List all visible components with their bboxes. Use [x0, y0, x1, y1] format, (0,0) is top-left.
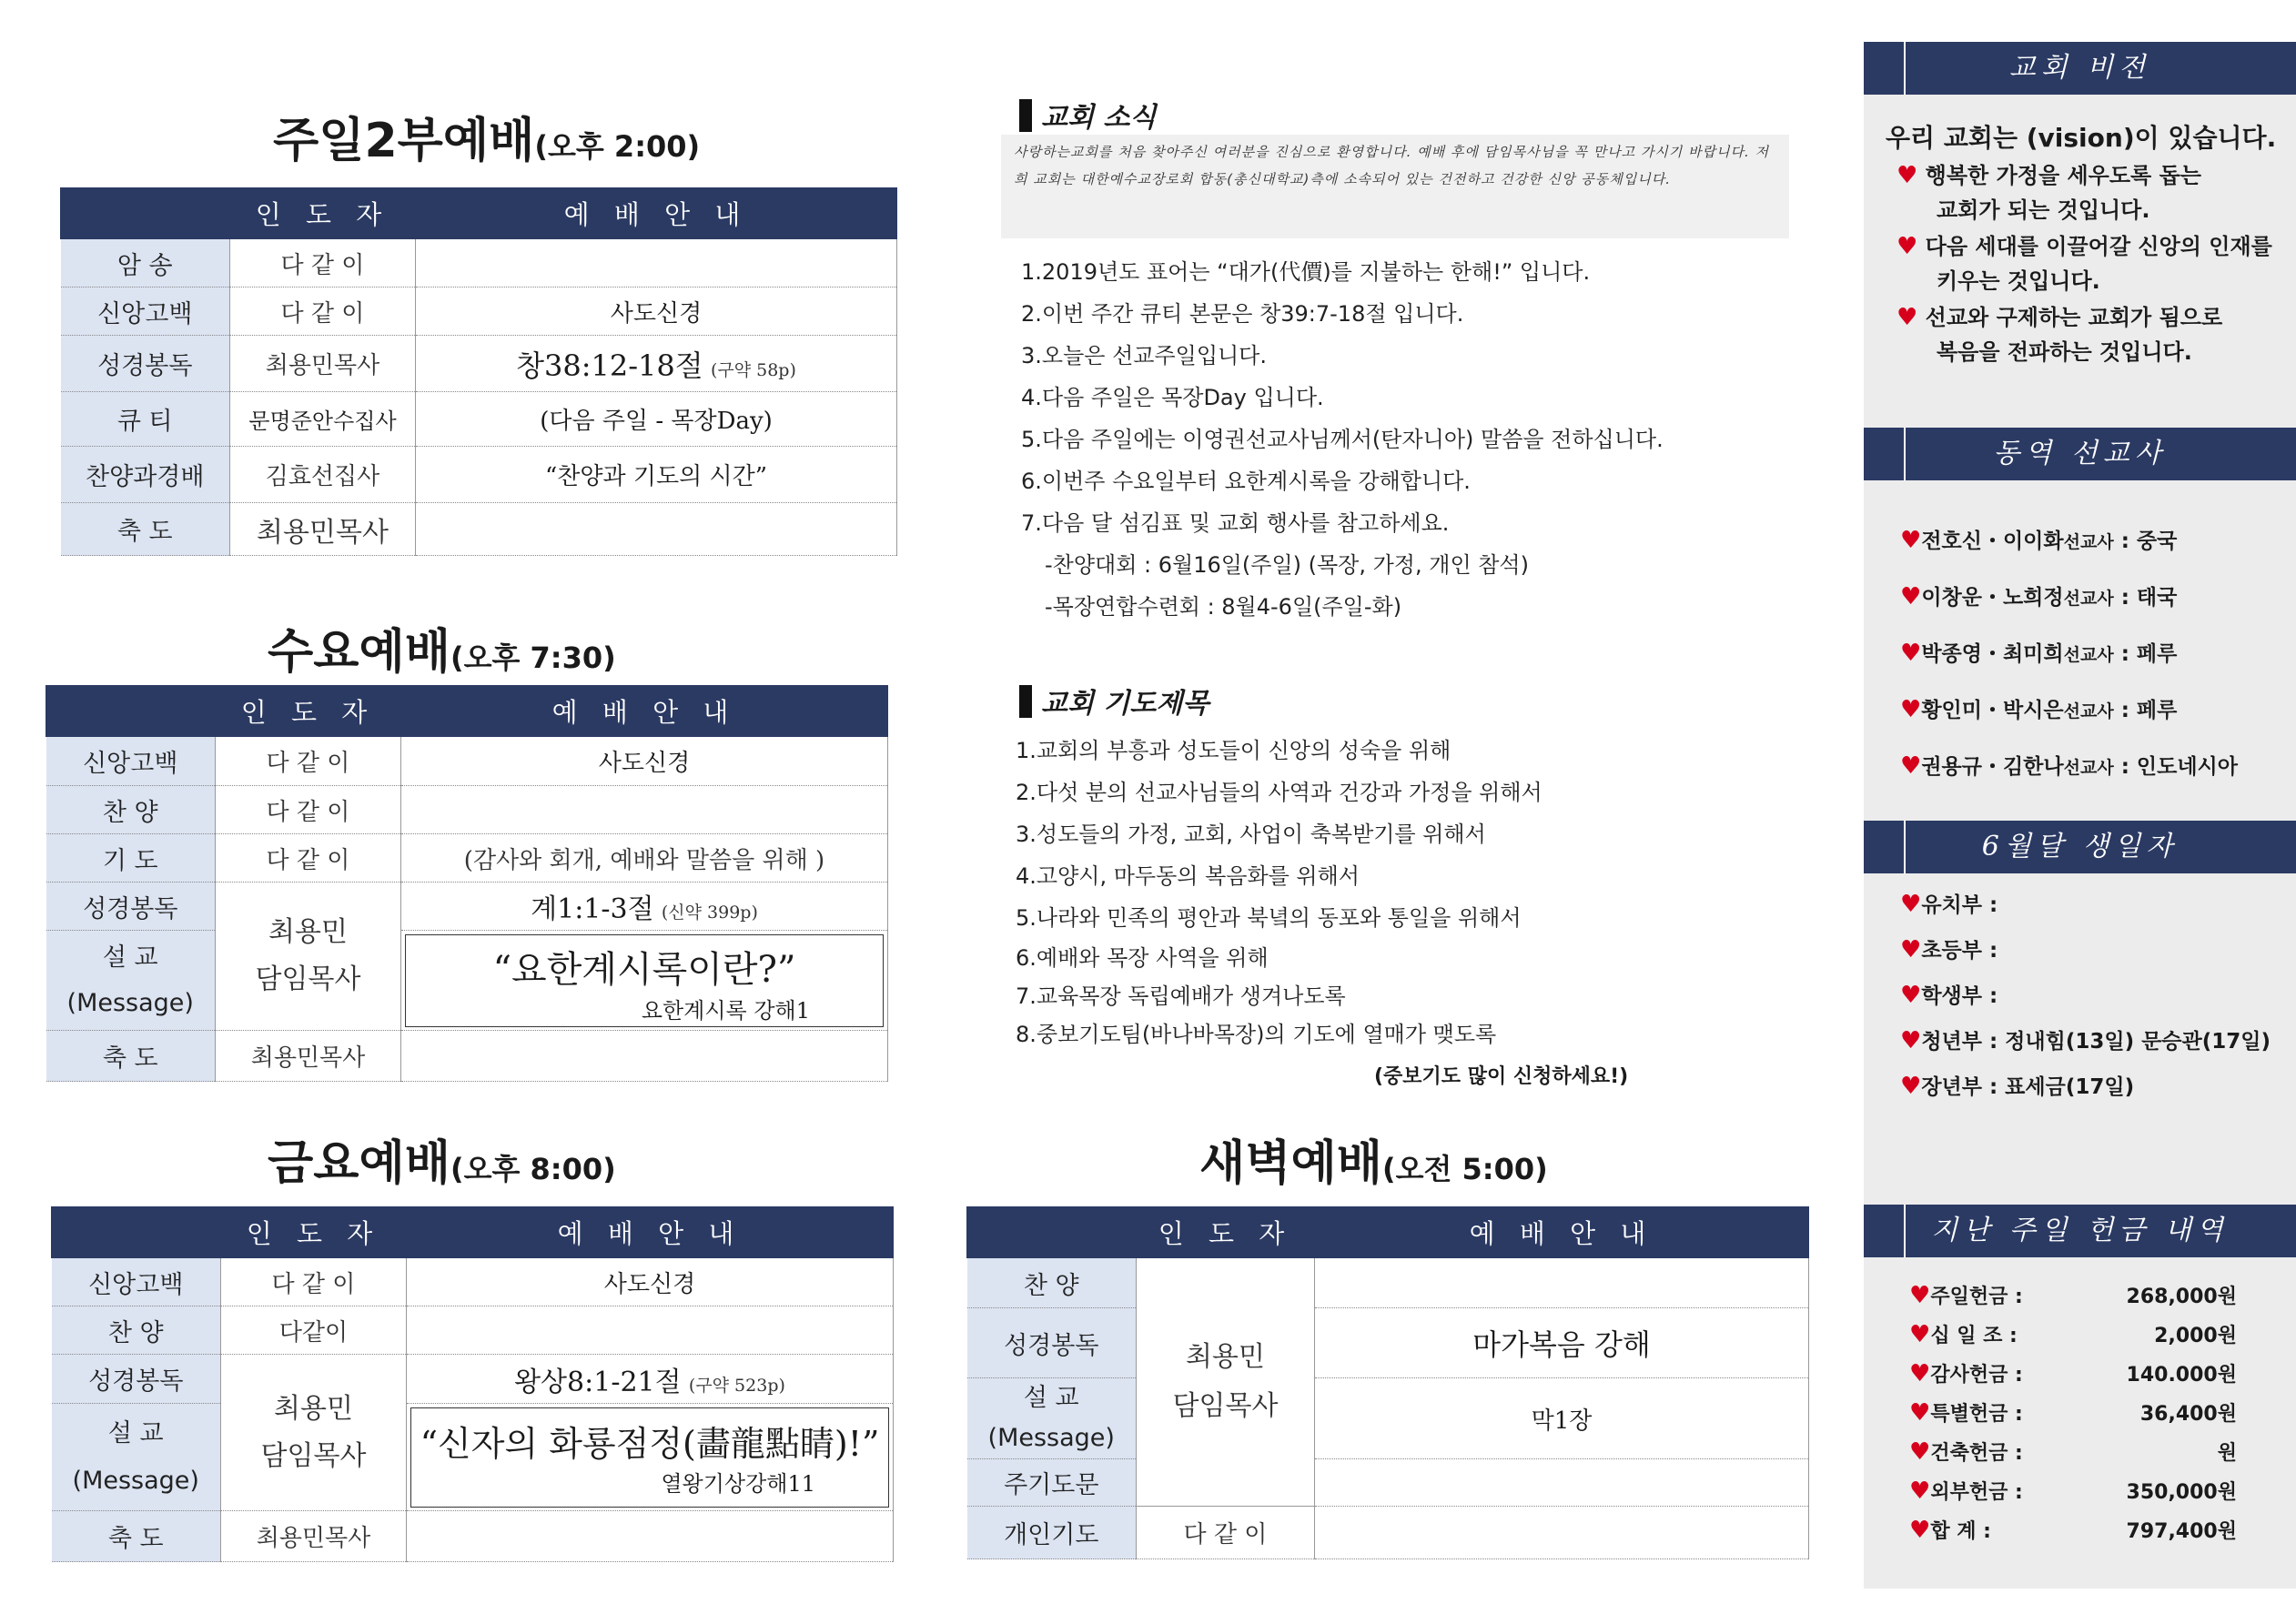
heart-icon: ♥ [1909, 1478, 1931, 1505]
leader-cell: 다 같 이 [221, 1258, 407, 1306]
offering-value: 797,400원 [2126, 1520, 2237, 1543]
offering-row [1909, 1477, 2237, 1505]
welcome-message: 사랑하는교회를 처음 찾아주신 여러분을 진심으로 환영합니다. 예배 후에 담임목사님을 꼭 만나고 가시기 바랍니다. 저희 교회는 대한예수교장로회 합동(총신대학교)측에 소속되어 있는 건전하고 건강한 신앙 공동체입니다. [1001, 135, 1789, 238]
leader-role: 담임목사 [255, 963, 361, 995]
heart-icon: ♥ [1909, 1517, 1931, 1544]
leader-cell: 다 같 이 [216, 834, 401, 883]
leader-cell [216, 883, 401, 1031]
offering-label: 특별헌금 : [1930, 1403, 2023, 1426]
table-header: 인 도 자 [1137, 1207, 1315, 1258]
missionary-country: 태국 [2136, 586, 2178, 610]
vision-text: 복음을 전파하는 것입니다. [1937, 339, 2192, 365]
offering-value: 268,000원 [2126, 1286, 2237, 1308]
offering-label: 외부헌금 : [1930, 1481, 2023, 1504]
missionary-names: 황인미・박시은 [1921, 699, 2064, 722]
table-header [52, 1207, 221, 1258]
offering-label: 십 일 조 : [1930, 1325, 2018, 1347]
offering-value: 140.000원 [2126, 1364, 2237, 1387]
list-item: 5.나라와 민족의 평안과 북녘의 동포와 통일을 위해서 [1016, 905, 1522, 931]
order-label: 축 도 [61, 503, 230, 556]
wednesday-time: (오후 7:30) [450, 641, 616, 675]
content-cell [416, 239, 897, 287]
birthday-item [1900, 979, 1998, 1009]
prayer-heading [1019, 681, 1209, 721]
scripture: 왕상8:1-21절 [514, 1366, 682, 1398]
leader-cell: 다 같 이 [230, 239, 416, 287]
offering-label: 주일헌금 : [1930, 1286, 2023, 1308]
content-cell: 사도신경 [416, 287, 897, 336]
order-label-text: 설 교 [107, 1418, 164, 1447]
order-label-sub: (Message) [72, 1466, 199, 1495]
vision-text: 선교와 구제하는 교회가 됨으로 [1925, 305, 2223, 330]
church-news-title: 교회 소식 [1041, 102, 1157, 134]
missionary-role: 선교사 [2063, 532, 2114, 552]
content-cell: 막1장 [1315, 1378, 1809, 1459]
leader-role: 담임목사 [1172, 1390, 1279, 1422]
leader-name: 최용민 [274, 1392, 353, 1425]
content-cell: 사도신경 [401, 737, 888, 786]
table-header [61, 188, 230, 239]
content-cell [416, 503, 897, 556]
leader-cell: 다 같 이 [216, 737, 401, 786]
missionary-item: ♥권용규・김한나선교사 : 인도네시아 [1900, 752, 2238, 780]
friday-service-title [268, 1125, 616, 1193]
offering-label: 건축헌금 : [1930, 1442, 2023, 1465]
missionary-country: 페루 [2136, 642, 2178, 666]
list-item: 5.다음 주일에는 이영권선교사님께서(탄자니아) 말씀을 전하십니다. [1021, 427, 1664, 452]
offering-value: 36,400원 [2139, 1403, 2237, 1426]
missionary-names: 전호신・이이화 [1921, 530, 2064, 553]
offering-value: 원 [2217, 1442, 2237, 1465]
order-label: 신앙고백 [61, 287, 230, 336]
scripture: 창38:12-18절 [516, 348, 703, 383]
wednesday-title-text: 수요예배 [268, 625, 450, 680]
prayer-list [1016, 730, 1542, 1054]
heart-icon: ♥ [1896, 233, 1918, 260]
page-note: (구약 58p) [710, 359, 796, 380]
leader-name: 최용민 [268, 916, 348, 948]
table-header: 예 배 안 내 [416, 188, 897, 239]
vision-text: 다음 세대를 이끌어갈 신앙의 인재를 [1925, 234, 2272, 259]
dawn-service-table [966, 1206, 1809, 1559]
content-cell [1315, 1459, 1809, 1507]
table-header: 인 도 자 [230, 188, 416, 239]
birthday-text: 초등부 : [1921, 939, 1998, 963]
order-label: 축 도 [46, 1031, 216, 1082]
birthday-header: 6월달 생일자 [1864, 821, 2296, 873]
leader-cell: 다같이 [221, 1306, 407, 1355]
order-label: 성경봉독 [52, 1355, 221, 1404]
missionary-role: 선교사 [2063, 758, 2114, 778]
content-cell [416, 336, 897, 392]
dawn-title-text: 새벽예배 [1199, 1136, 1382, 1191]
leader-cell: 다 같 이 [216, 786, 401, 834]
sermon-title: “신자의 화룡점정(畵龍點睛)!” [420, 1423, 880, 1464]
leader-cell: 최용민목사 [216, 1031, 401, 1082]
content-cell [407, 1511, 894, 1562]
content-cell: (다음 주일 - 목장Day) [416, 392, 897, 447]
birthday-item [1900, 1070, 2134, 1100]
table-header: 예 배 안 내 [1315, 1207, 1809, 1258]
table-header: 예 배 안 내 [407, 1207, 894, 1258]
leader-name: 최용민 [1186, 1341, 1265, 1373]
offering-label: 감사헌금 : [1930, 1364, 2023, 1387]
vision-text: 행복한 가정을 세우도록 돕는 [1925, 163, 2201, 188]
table-header [967, 1207, 1137, 1258]
content-cell [401, 931, 888, 1031]
friday-time: (오후 8:00) [450, 1152, 616, 1186]
order-label: 성경봉독 [967, 1308, 1137, 1378]
friday-service-table [51, 1206, 894, 1562]
church-news-heading [1019, 95, 1156, 135]
sermon-series: 열왕기상강해11 [661, 1470, 815, 1497]
list-item: -찬양대회 : 6월16일(주일) (목장, 가정, 개인 참석) [1045, 552, 1529, 578]
heart-icon: ♥ [1909, 1282, 1931, 1309]
heart-icon: ♥ [1896, 304, 1918, 331]
heart-icon: ♥ [1900, 696, 1922, 723]
missionary-country: 인도네시아 [2136, 755, 2238, 779]
dawn-service-title [1199, 1125, 1548, 1193]
list-item: 4.다음 주일은 목장Day 입니다. [1021, 385, 1324, 410]
heading-bar [1019, 99, 1032, 132]
order-label-sub: (Message) [66, 988, 194, 1017]
order-label: 성경봉독 [61, 336, 230, 392]
scripture: 계1:1-3절 [531, 893, 654, 925]
order-label: 찬 양 [52, 1306, 221, 1355]
heart-icon: ♥ [1909, 1321, 1931, 1348]
order-label [46, 931, 216, 1031]
heart-icon: ♥ [1896, 162, 1918, 189]
heart-icon: ♥ [1909, 1438, 1931, 1466]
wednesday-service-table [46, 685, 888, 1082]
vision-text: 교회가 되는 것입니다. [1937, 197, 2150, 223]
content-cell [401, 786, 888, 834]
heart-icon: ♥ [1900, 891, 1922, 918]
heart-icon: ♥ [1900, 752, 1922, 780]
table-header [46, 686, 216, 737]
order-label: 축 도 [52, 1511, 221, 1562]
vision-text: 키우는 것입니다. [1937, 268, 2100, 294]
missionary-item: ♥전호신・이이화선교사 : 중국 [1900, 527, 2178, 554]
order-label: 암 송 [61, 239, 230, 287]
table-header: 인 도 자 [221, 1207, 407, 1258]
offering-value: 350,000원 [2126, 1481, 2237, 1504]
content-cell: 사도신경 [407, 1258, 894, 1306]
friday-title-text: 금요예배 [268, 1136, 450, 1191]
content-cell [401, 883, 888, 931]
order-label: 신앙고백 [52, 1258, 221, 1306]
offering-row [1909, 1359, 2237, 1387]
vision-lead: 우리 교회는 (vision)이 있습니다. [1886, 123, 2277, 153]
page-note: (신약 399p) [661, 903, 758, 923]
order-label [52, 1404, 221, 1511]
leader-cell: 최용민목사 [221, 1511, 407, 1562]
heart-icon: ♥ [1900, 527, 1922, 554]
order-label: 큐 티 [61, 392, 230, 447]
birthday-text: 유치부 : [1921, 893, 1998, 917]
missionary-role: 선교사 [2063, 645, 2114, 665]
missionary-role: 선교사 [2063, 701, 2114, 721]
vision-item [1896, 300, 2222, 369]
order-label: 신앙고백 [46, 737, 216, 786]
order-label: 개인기도 [967, 1507, 1137, 1559]
heart-icon: ♥ [1909, 1399, 1931, 1427]
church-news-list [1021, 251, 1664, 628]
birthday-text: 학생부 : [1921, 984, 1998, 1008]
offering-value: 2,000원 [2154, 1325, 2237, 1347]
leader-cell: 최용민목사 [230, 336, 416, 392]
leader-cell [221, 1355, 407, 1511]
table-header: 인 도 자 [216, 686, 401, 737]
missionary-role: 선교사 [2063, 589, 2114, 609]
heart-icon: ♥ [1909, 1360, 1931, 1387]
content-cell [407, 1355, 894, 1404]
heart-icon: ♥ [1900, 982, 1922, 1009]
missionary-item: ♥박종영・최미희선교사 : 페루 [1900, 640, 2178, 667]
order-label [967, 1378, 1137, 1459]
birthday-text: 청년부 : 정내힘(13일) 문승관(17일) [1921, 1030, 2271, 1054]
list-item: 7.교육목장 독립예배가 생겨나도록 [1016, 983, 1346, 1009]
offering-row [1909, 1437, 2237, 1466]
missionary-names: 권용규・김한나 [1921, 755, 2064, 779]
offering-header: 지난 주일 헌금 내역 [1864, 1205, 2296, 1257]
order-label: 성경봉독 [46, 883, 216, 931]
missionary-country: 페루 [2136, 699, 2178, 722]
offering-row [1909, 1281, 2237, 1309]
sidebar [1864, 42, 2296, 1589]
vision-header: 교회 비전 [1864, 42, 2296, 95]
page-note: (구약 523p) [688, 1375, 785, 1396]
missionary-names: 이창운・노희정 [1921, 586, 2064, 610]
leader-cell: 최용민목사 [230, 503, 416, 556]
list-item: 4.고양시, 마두동의 복음화를 위해서 [1016, 863, 1360, 889]
birthday-item [1900, 933, 1998, 963]
list-item: 1.교회의 부흥과 성도들이 신앙의 성숙을 위해 [1016, 738, 1451, 763]
missionary-item: ♥황인미・박시은선교사 : 페루 [1900, 696, 2178, 723]
prayer-title: 교회 기도제목 [1041, 688, 1209, 720]
vision-item [1896, 158, 2201, 227]
missionary-item: ♥이창운・노희정선교사 : 태국 [1900, 583, 2178, 610]
list-item: 2.다섯 분의 선교사님들의 사역과 건강과 가정을 위해서 [1016, 780, 1542, 805]
order-label-sub: (Message) [987, 1424, 1115, 1452]
leader-cell: 김효선집사 [230, 447, 416, 503]
list-item: 6.이번주 수요일부터 요한계시록을 강해합니다. [1021, 469, 1471, 494]
birthday-item [1900, 888, 1998, 918]
sunday-service-title [273, 102, 700, 170]
sermon-title: “요한계시록이란?” [492, 948, 796, 991]
list-item: 3.성도들의 가정, 교회, 사업이 축복받기를 위해서 [1016, 822, 1486, 847]
heart-icon: ♥ [1900, 1073, 1922, 1100]
sunday-service-table [60, 187, 897, 556]
dawn-time: (오전 5:00) [1381, 1152, 1548, 1186]
order-label-text: 설 교 [1023, 1384, 1079, 1412]
order-label-text: 설 교 [102, 943, 158, 972]
birthday-item [1900, 1024, 2271, 1054]
wednesday-service-title [268, 613, 616, 681]
sunday-title-text: 주일2부예배 [273, 114, 535, 168]
missionaries-header: 동역 선교사 [1864, 428, 2296, 480]
content-cell [1315, 1258, 1809, 1308]
leader-role: 담임목사 [260, 1439, 367, 1472]
list-item: 1.2019년도 표어는 “대가(代價)를 지불하는 한해!” 입니다. [1021, 259, 1591, 285]
content-cell [1315, 1507, 1809, 1559]
birthday-text: 장년부 : 표세금(17일) [1921, 1075, 2135, 1099]
sermon-series: 요한계시록 강해1 [641, 997, 810, 1024]
list-item: -목장연합수련회 : 8월4-6일(주일-화) [1045, 594, 1402, 620]
leader-cell: 다 같 이 [230, 287, 416, 336]
order-label: 기 도 [46, 834, 216, 883]
list-item: 2.이번 주간 큐티 본문은 창39:7-18절 입니다. [1021, 301, 1464, 327]
content-cell: “찬양과 기도의 시간” [416, 447, 897, 503]
offering-row [1909, 1398, 2237, 1427]
missionary-names: 박종영・최미희 [1921, 642, 2064, 666]
content-cell: 마가복음 강해 [1315, 1308, 1809, 1378]
list-item: 6.예배와 목장 사역을 위해 [1016, 945, 1269, 971]
content-cell: (감사와 회개, 예배와 말씀을 위해 ) [401, 834, 888, 883]
heart-icon: ♥ [1900, 583, 1922, 610]
content-cell [407, 1306, 894, 1355]
prayer-note: (중보기도 많이 신청하세요!) [1374, 1065, 1629, 1088]
content-cell [401, 1031, 888, 1082]
leader-cell: 다 같 이 [1137, 1507, 1315, 1559]
offering-row [1909, 1320, 2237, 1348]
content-cell [407, 1404, 894, 1511]
list-item: 7.다음 달 섬김표 및 교회 행사를 참고하세요. [1021, 510, 1450, 536]
leader-cell [1137, 1258, 1315, 1507]
list-item: 3.오늘은 선교주일입니다. [1021, 343, 1267, 368]
heart-icon: ♥ [1900, 1027, 1922, 1054]
missionary-country: 중국 [2136, 530, 2178, 553]
offering-total-row [1909, 1516, 2237, 1544]
leader-cell: 문명준안수집사 [230, 392, 416, 447]
vision-item [1896, 229, 2272, 298]
table-header: 예 배 안 내 [401, 686, 888, 737]
list-item: 8.중보기도팀(바나바목장)의 기도에 열매가 맺도록 [1016, 1022, 1497, 1047]
heart-icon: ♥ [1900, 640, 1922, 667]
offering-label: 합 계 : [1930, 1520, 1991, 1543]
heart-icon: ♥ [1900, 936, 1922, 963]
order-label: 찬 양 [967, 1258, 1137, 1308]
heading-bar [1019, 685, 1032, 718]
sunday-time: (오후 2:00) [534, 129, 701, 164]
order-label: 주기도문 [967, 1459, 1137, 1507]
order-label: 찬양과경배 [61, 447, 230, 503]
order-label: 찬 양 [46, 786, 216, 834]
